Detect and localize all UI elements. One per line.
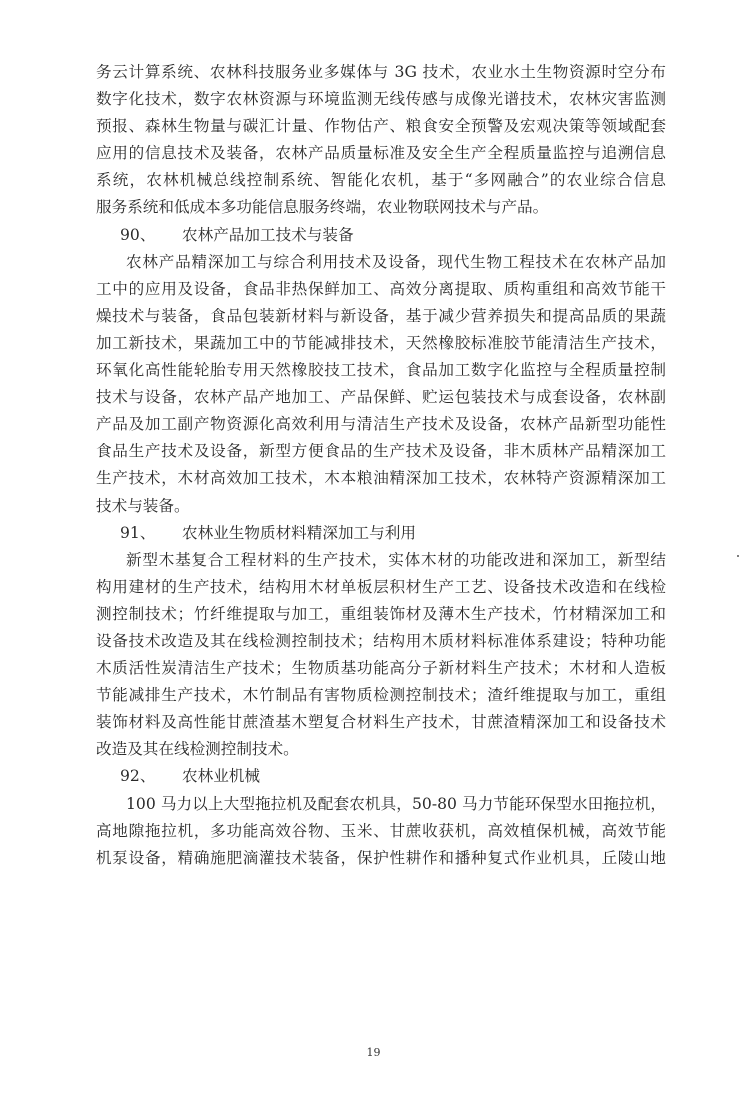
paragraph-line: 测控制技术；竹纤维提取与加工，重组装饰材及薄木生产技术，竹材精深加工和 xyxy=(96,604,666,623)
paragraph-line: 工中的应用及设备，食品非热保鲜加工、高效分离提取、质构重组和高效节能干 xyxy=(96,279,666,298)
section-90 xyxy=(96,222,666,520)
intro-paragraph xyxy=(96,59,666,222)
scan-artifact-dot xyxy=(737,555,739,557)
paragraph-line: 设备技术改造及其在线检测控制技术；结构用木质材料标准体系建设；特种功能 xyxy=(96,631,666,650)
section-number: 91、 xyxy=(120,523,156,542)
paragraph-line: 构用建材的生产技术，结构用木材单板层积材生产工艺、设备技术改造和在线检 xyxy=(96,577,666,596)
section-number: 90、 xyxy=(120,225,156,244)
document-body xyxy=(96,59,666,872)
section-number: 92、 xyxy=(120,767,156,786)
paragraph-line: 系统，农林机械总线控制系统、智能化农机，基于“多网融合”的农业综合信息 xyxy=(96,171,666,190)
paragraph-line: 食品生产技术及设备，新型方便食品的生产技术及设备，非木质林产品精深加工 xyxy=(96,442,666,461)
paragraph-line: 技术与装备。 xyxy=(96,496,190,515)
paragraph-line: 燥技术与装备，食品包装新材料与新设备，基于减少营养损失和提高品质的果蔬 xyxy=(96,306,666,325)
paragraph-line: 产品及加工副产物资源化高效利用与清洁生产技术及设备，农林产品新型功能性 xyxy=(96,415,666,434)
paragraph-line: 加工新技术，果蔬加工中的节能减排技术，天然橡胶标准胶节能清洁生产技术， xyxy=(96,333,666,352)
section-title: 农林业生物质材料精深加工与利用 xyxy=(182,523,416,542)
paragraph-line: 应用的信息技术及装备，农林产品质量标准及安全生产全程质量监控与追溯信息 xyxy=(96,144,666,163)
section-heading xyxy=(96,222,666,249)
paragraph-line: 木质活性炭清洁生产技术；生物质基功能高分子新材料生产技术；木材和人造板 xyxy=(96,659,666,678)
section-title: 农林业机械 xyxy=(182,767,260,786)
paragraph-line: 100 马力以上大型拖拉机及配套农机具，50-80 马力节能环保型水田拖拉机， xyxy=(126,794,666,813)
paragraph-line: 农林产品精深加工与综合利用技术及设备，现代生物工程技术在农林产品加 xyxy=(126,252,666,271)
paragraph-line: 务云计算系统、农林科技服务业多媒体与 3G 技术，农业水土生物资源时空分布 xyxy=(96,63,666,81)
page-number: 19 xyxy=(366,1046,381,1059)
section-heading xyxy=(96,520,666,547)
paragraph-line: 技术与设备，农林产品产地加工、产品保鲜、贮运包装技术与成套设备，农林副 xyxy=(96,388,666,407)
paragraph-line: 改造及其在线检测控制技术。 xyxy=(96,740,299,759)
paragraph-line: 节能减排生产技术，木竹制品有害物质检测控制技术；渣纤维提取与加工，重组 xyxy=(96,686,666,705)
paragraph-line: 机泵设备，精确施肥滴灌技术装备，保护性耕作和播种复式作业机具，丘陵山地 xyxy=(96,848,666,867)
paragraph-line: 高地隙拖拉机，多功能高效谷物、玉米、甘蔗收获机，高效植保机械，高效节能 xyxy=(96,821,666,840)
paragraph-line: 生产技术，木材高效加工技术，木本粮油精深加工技术，农林特产资源精深加工 xyxy=(96,469,666,488)
section-92 xyxy=(96,763,666,871)
paragraph-line: 装饰材料及高性能甘蔗渣基木塑复合材料生产技术，甘蔗渣精深加工和设备技术 xyxy=(96,713,666,732)
paragraph-line: 环氧化高性能轮胎专用天然橡胶技工技术，食品加工数字化监控与全程质量控制 xyxy=(96,361,666,380)
section-91 xyxy=(96,520,666,764)
paragraph-line: 数字化技术，数字农林资源与环境监测无线传感与成像光谱技术，农林灾害监测 xyxy=(96,90,666,109)
paragraph-line: 预报、森林生物量与碳汇计量、作物估产、粮食安全预警及宏观决策等领域配套 xyxy=(96,117,666,136)
paragraph-line: 服务系统和低成本多功能信息服务终端，农业物联网技术与产品。 xyxy=(96,198,549,217)
paragraph-line: 新型木基复合工程材料的生产技术，实体木材的功能改进和深加工，新型结 xyxy=(126,550,666,569)
section-title: 农林产品加工技术与装备 xyxy=(182,225,354,244)
section-heading xyxy=(96,763,666,790)
